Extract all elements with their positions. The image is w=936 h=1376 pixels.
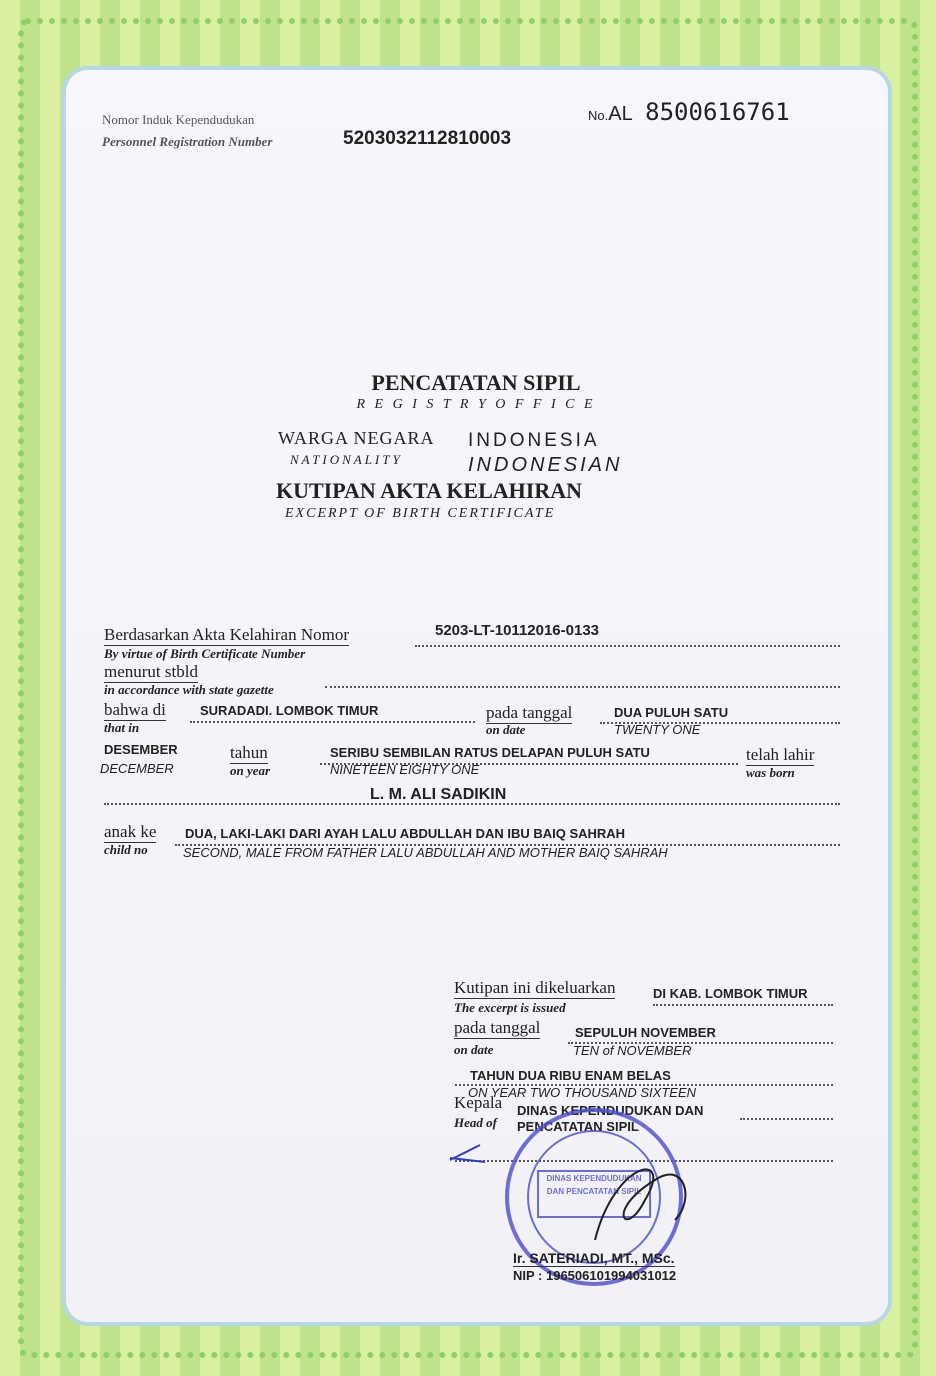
signature-icon — [445, 1140, 715, 1260]
issued-label-en: The excerpt is issued — [454, 1000, 566, 1015]
issue-year-value: TAHUN DUA RIBU ENAM BELAS — [470, 1068, 671, 1083]
issue-date-label: pada tanggal — [454, 1018, 541, 1037]
birth-date-value: DUA PULUH SATU — [614, 705, 729, 720]
birth-year-value-en: NINETEEN EIGHTY ONE — [330, 762, 480, 777]
nationality-label-en: NATIONALITY — [290, 452, 403, 467]
issued-place-value: DI KAB. LOMBOK TIMUR — [653, 986, 808, 1001]
child-order-value: DUA, LAKI-LAKI DARI AYAH LALU ABDULLAH DAN IBU BAIQ SAHRAH — [185, 826, 626, 841]
serial-prefix: No. — [588, 108, 609, 123]
child-order-label-en: child no — [104, 842, 148, 857]
nik-label: Nomor Induk Kependudukan — [102, 112, 255, 127]
signatory-name: Ir. SATERIADI, MT., MSc. — [513, 1250, 675, 1266]
issued-label: Kutipan ini dikeluarkan — [454, 978, 616, 997]
place-label: bahwa di — [104, 700, 166, 719]
office-title-en: R E G I S T R Y O F F I C E — [356, 397, 596, 412]
cert-number-label-en: By virtue of Birth Certificate Number — [104, 646, 306, 661]
document-title: KUTIPAN AKTA KELAHIRAN — [276, 478, 583, 503]
stbld-label: menurut stbld — [104, 662, 198, 681]
nik-value: 5203032112810003 — [343, 128, 512, 149]
birth-date-value-en: TWENTY ONE — [614, 722, 701, 737]
child-order-label: anak ke — [104, 822, 157, 841]
nik-label-en: Personnel Registration Number — [102, 134, 273, 149]
born-label: telah lahir — [746, 745, 815, 764]
birth-month-value: DESEMBER — [104, 742, 178, 757]
birth-year-value: SERIBU SEMBILAN RATUS DELAPAN PULUH SATU — [330, 745, 650, 760]
head-label-en: Head of — [454, 1115, 497, 1130]
child-name: L. M. ALI SADIKIN — [370, 786, 507, 803]
issue-date-value: SEPULUH NOVEMBER — [575, 1025, 716, 1040]
place-value: SURADADI. LOMBOK TIMUR — [200, 703, 379, 718]
birth-date-label-en: on date — [486, 722, 526, 737]
birth-month-value-en: DECEMBER — [100, 761, 174, 776]
stbld-label-en: in accordance with state gazette — [104, 682, 274, 697]
signatory-nip: NIP : 196506101994031012 — [513, 1268, 677, 1283]
head-label: Kepala — [454, 1093, 503, 1112]
cert-number-value: 5203-LT-10112016-0133 — [435, 622, 600, 639]
year-label-en: on year — [230, 763, 271, 778]
serial-number — [588, 98, 790, 126]
head-value-1: DINAS KEPENDUDUKAN DAN — [517, 1103, 704, 1118]
nationality-value: INDONESIA — [468, 430, 600, 451]
office-title: PENCATATAN SIPIL — [371, 370, 581, 395]
cert-number-label: Berdasarkan Akta Kelahiran Nomor — [104, 625, 349, 644]
birth-date-label: pada tanggal — [486, 703, 573, 722]
stamp-text: DINAS KEPENDUDUKAN DAN PENCATATAN SIPIL — [537, 1170, 651, 1218]
serial-series: AL — [608, 103, 633, 125]
nationality-label: WARGA NEGARA — [278, 428, 435, 448]
year-label: tahun — [230, 743, 268, 762]
nationality-value-en: INDONESIAN — [468, 454, 623, 476]
born-label-en: was born — [746, 765, 795, 780]
serial-value: 8500616761 — [645, 98, 790, 126]
issue-year-value-en: ON YEAR TWO THOUSAND SIXTEEN — [468, 1085, 697, 1100]
issue-date-label-en: on date — [454, 1042, 494, 1057]
head-value-2: PENCATATAN SIPIL — [517, 1119, 639, 1134]
child-order-value-en: SECOND, MALE FROM FATHER LALU ABDULLAH AND MOTHER BAIQ SAHRAH — [183, 845, 668, 860]
place-label-en: that in — [104, 720, 140, 735]
document-title-en: EXCERPT OF BIRTH CERTIFICATE — [285, 506, 556, 521]
issue-date-value-en: TEN of NOVEMBER — [573, 1043, 692, 1058]
